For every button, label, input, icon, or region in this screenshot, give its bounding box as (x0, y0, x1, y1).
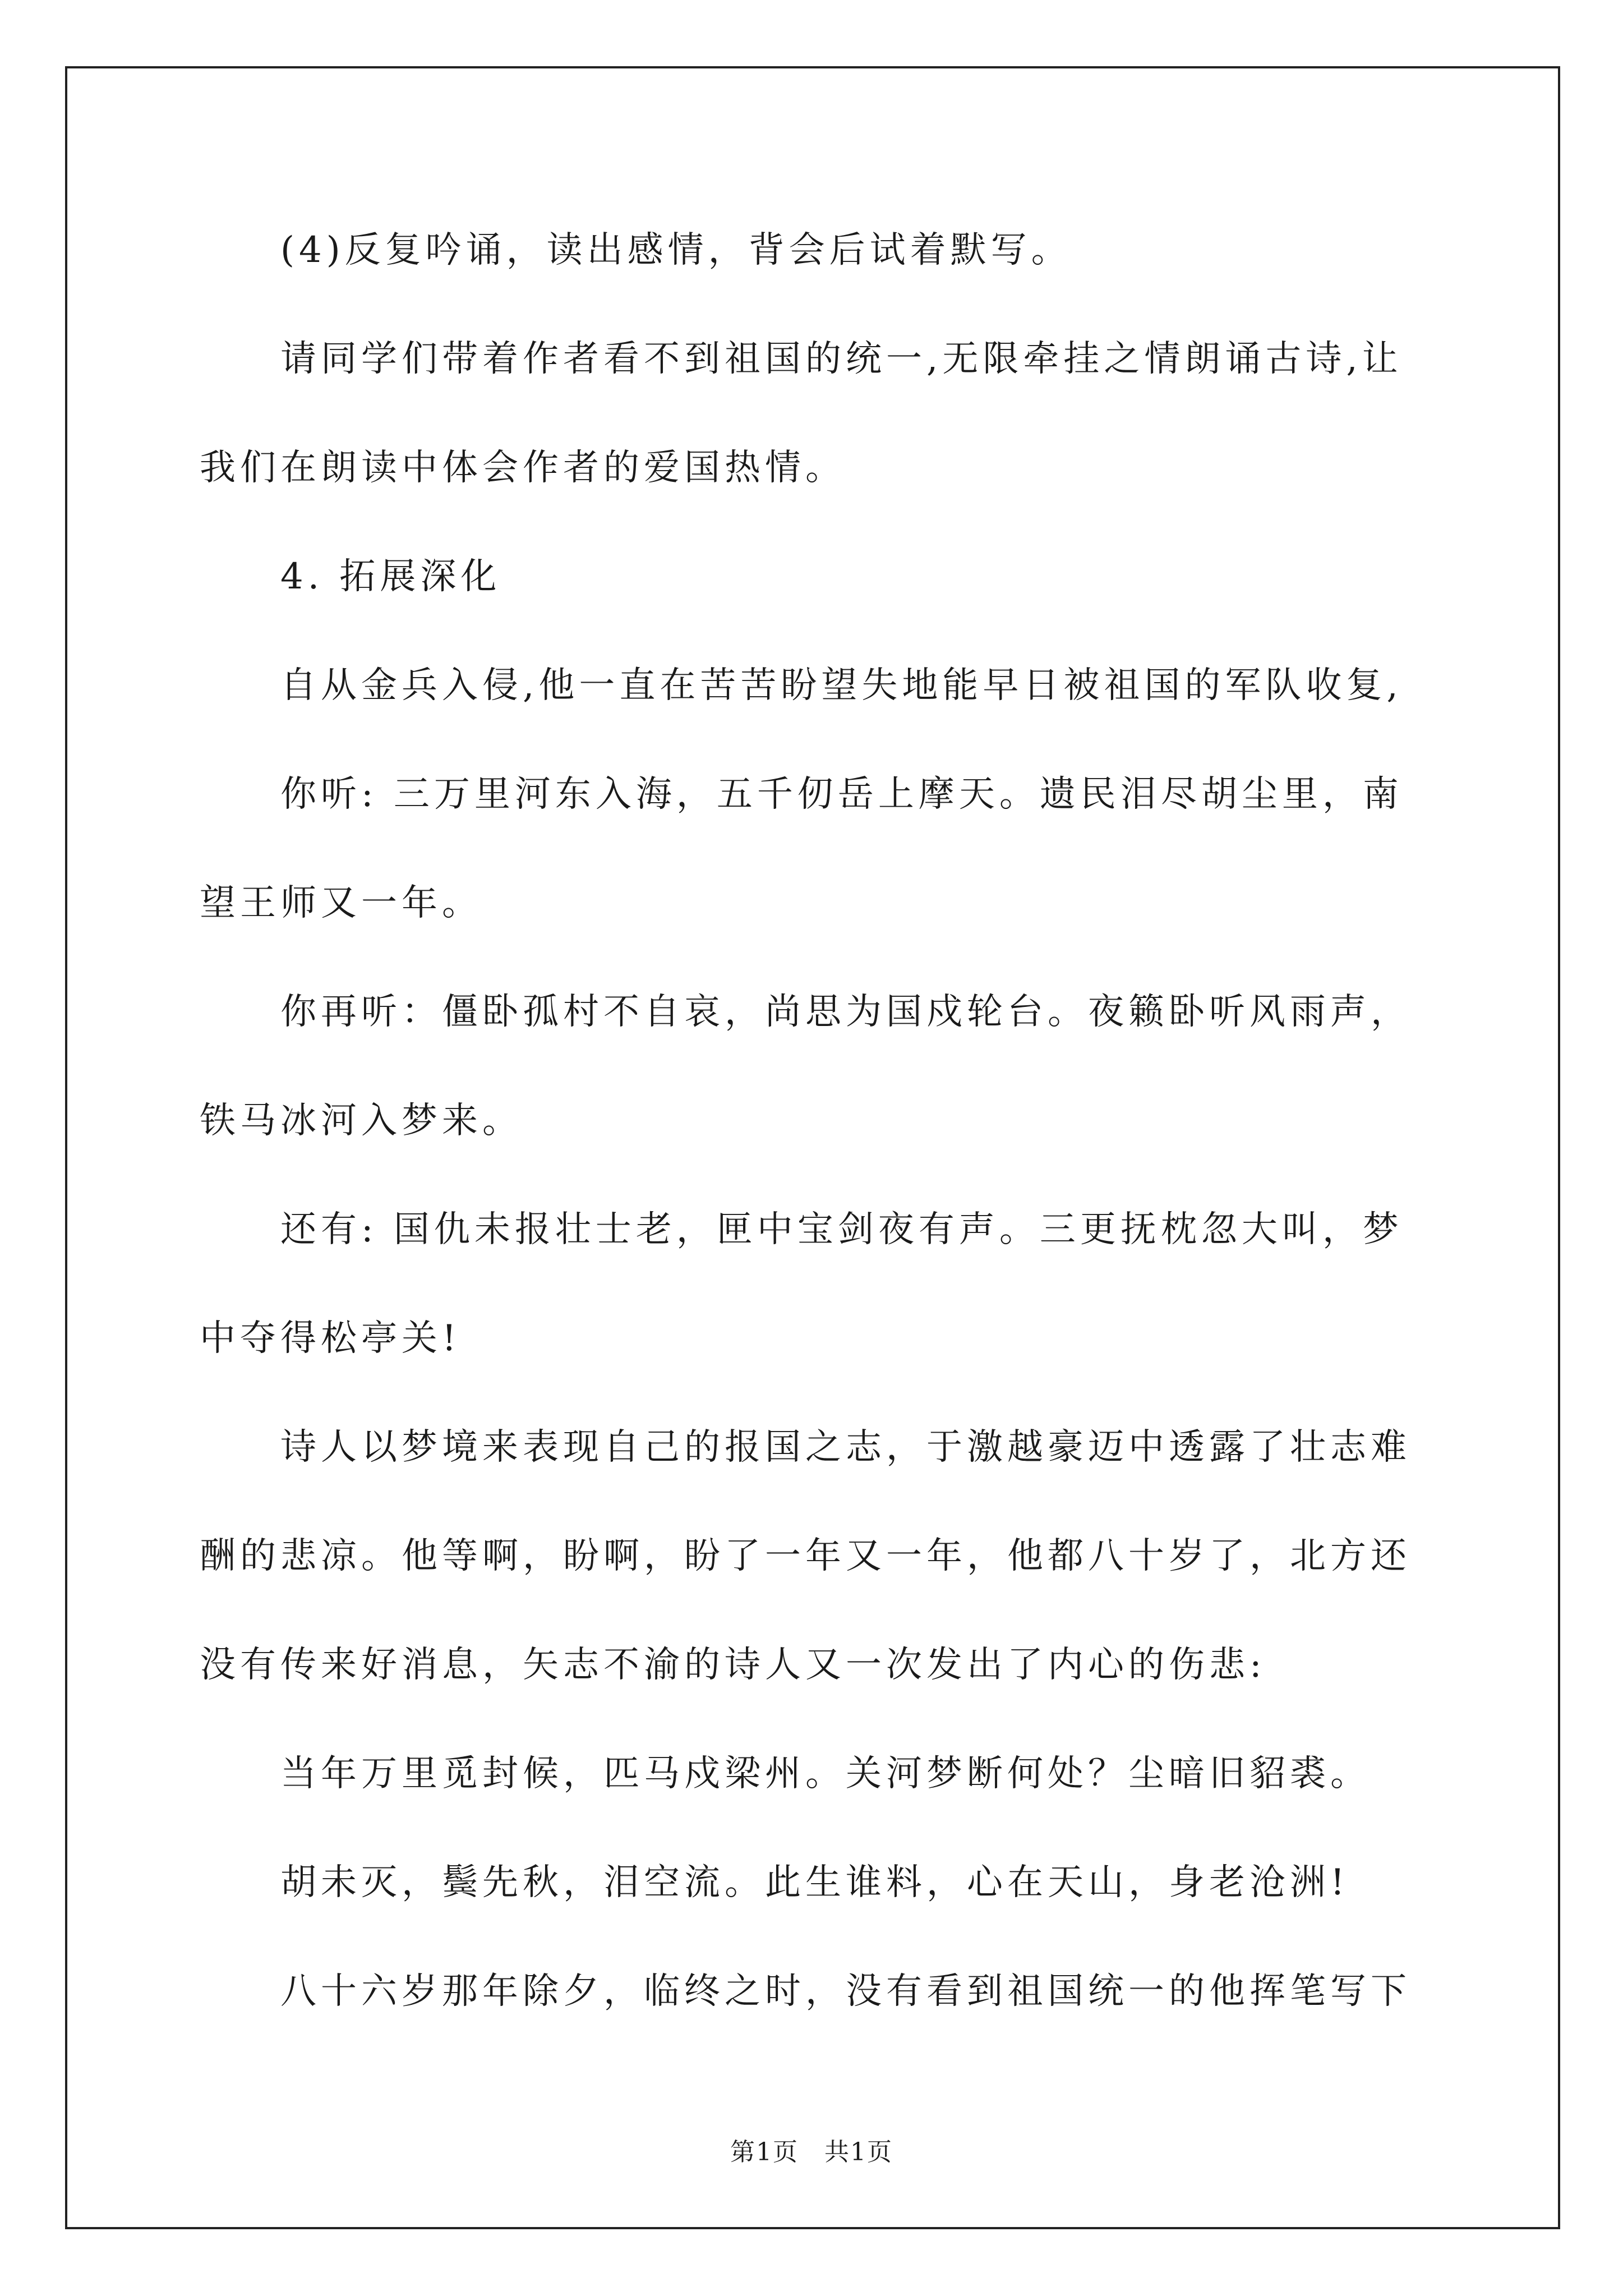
text-line-7: 望王师又一年。 (200, 882, 482, 924)
text-line-14: 没有传来好消息，矢志不渝的诗人又一次发出了内心的伤悲: (200, 1644, 1266, 1686)
section-heading: 4. 拓展深化 (280, 556, 501, 597)
text-line-16: 胡未灭，鬓先秋，泪空流。此生谁料，心在天山，身老沧洲! (280, 1862, 1349, 1903)
page-border (65, 66, 1560, 2229)
text-line-15: 当年万里觅封候，匹马戍梁州。关河梦断何处？尘暗旧貂裘。 (280, 1753, 1371, 1795)
text-line-13: 酬的悲凉。他等啊，盼啊，盼了一年又一年，他都八十岁了，北方还 (200, 1535, 1411, 1577)
text-line-17: 八十六岁那年除夕，临终之时，没有看到祖国统一的他挥笔写下 (280, 1971, 1411, 2012)
text-line-12: 诗人以梦境来表现自己的报国之志，于激越豪迈中透露了壮志难 (280, 1427, 1411, 1468)
text-line-3: 我们在朗读中体会作者的爱国热情。 (200, 447, 846, 489)
text-line-11: 中夺得松亭关! (200, 1318, 461, 1359)
text-line-10: 还有: 国仇未报壮士老，匣中宝剑夜有声。三更抚枕忽大叫，梦 (280, 1209, 1403, 1250)
text-line-6: 你听: 三万里河东入海，五千仞岳上摩天。遗民泪尽胡尘里，南 (280, 774, 1403, 815)
text-line-9: 铁马冰河入梦来。 (200, 1100, 523, 1142)
text-line-5: 自从金兵入侵,他一直在苦苦盼望失地能早日被祖国的军队收复, (280, 665, 1403, 706)
page-footer: 第1页 共1页 (730, 2138, 893, 2166)
text-line-8: 你再听：僵卧孤村不自哀，尚思为国戍轮台。夜籁卧听风雨声， (280, 991, 1411, 1033)
text-line-1: (4)反复吟诵，读出感情，背会后试着默写。 (280, 229, 1072, 271)
text-line-2: 请同学们带着作者看不到祖国的统一,无限牵挂之情朗诵古诗,让 (280, 338, 1403, 380)
